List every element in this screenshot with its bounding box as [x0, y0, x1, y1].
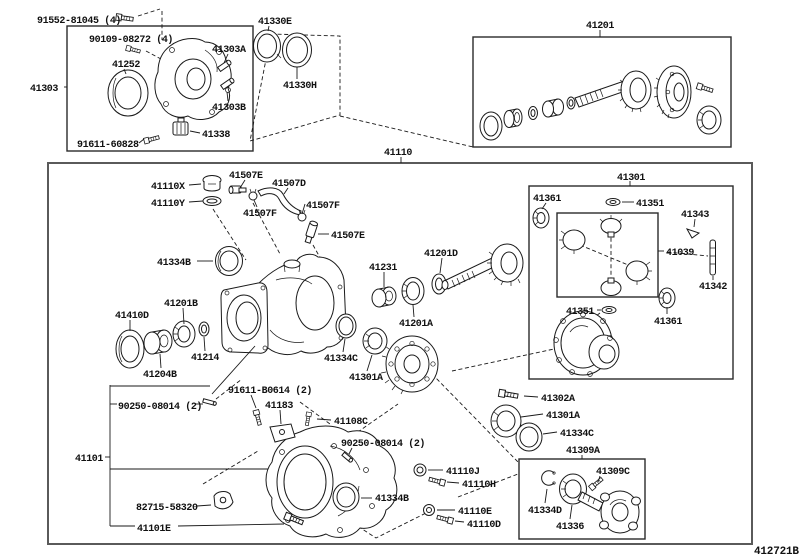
label-41309C: 41309C [596, 467, 630, 478]
label-41110E: 41110E [458, 507, 492, 518]
washer-41110E [424, 505, 435, 516]
label-91611-B0614: 91611-B0614 (2) [228, 386, 313, 397]
washer-41110J [414, 464, 426, 476]
label-41039: 41039 [666, 248, 695, 259]
pin-41342 [710, 240, 716, 275]
washer-41351-lower [602, 307, 616, 314]
washer-41361-lower [659, 288, 675, 308]
label-41201B: 41201B [164, 299, 198, 310]
washer-41214 [199, 322, 209, 336]
label-41343: 41343 [681, 210, 710, 221]
label-41110X: 41110X [151, 182, 185, 193]
label-41351-top: 41351 [636, 199, 665, 210]
breather-41338 [173, 118, 188, 135]
bolt-41110H [428, 476, 445, 486]
label-41183: 41183 [265, 401, 294, 412]
ring-41330H [283, 33, 312, 67]
bolt-91611-B0614 [253, 409, 262, 425]
ring-41334C-lower [516, 423, 542, 451]
label-41410D: 41410D [115, 311, 149, 322]
label-41302A: 41302A [541, 394, 575, 405]
pinion-kit-41201 [480, 66, 721, 140]
bearing-41201A [402, 278, 424, 305]
plug-41110X [203, 176, 221, 192]
label-41204B: 41204B [143, 370, 177, 381]
label-41330E: 41330E [258, 17, 292, 28]
label-41507E-right: 41507E [331, 231, 365, 242]
label-41309A: 41309A [566, 446, 600, 457]
label-41507D: 41507D [272, 179, 306, 190]
seal-41334B-upper [216, 247, 243, 276]
label-41110: 41110 [384, 148, 413, 159]
label-41330H: 41330H [283, 81, 317, 92]
label-41110Y: 41110Y [151, 199, 185, 210]
bracket-82715 [214, 492, 233, 509]
stub-shaft-flange [578, 491, 641, 533]
label-41301A-lower: 41301A [546, 411, 580, 422]
label-90250-left: 90250-08014 (2) [118, 402, 203, 413]
label-90250-center: 90250-08014 (2) [341, 439, 426, 450]
label-41101E: 41101E [137, 524, 171, 535]
label-41201: 41201 [586, 21, 615, 32]
bolt-41309C [589, 477, 604, 491]
bolt-41110D [436, 514, 453, 524]
label-41351-lower: 41351 [566, 307, 595, 318]
label-91611-60828: 91611-60828 [77, 140, 139, 151]
label-41201D: 41201D [424, 249, 458, 260]
label-41361-top: 41361 [533, 194, 562, 205]
seal-41252 [108, 70, 148, 116]
label-41252: 41252 [112, 60, 141, 71]
label-82715-58320: 82715-58320 [136, 503, 198, 514]
label-41110H: 41110H [462, 480, 496, 491]
seal-41334C-mid [336, 314, 356, 338]
label-41201A: 41201A [399, 319, 433, 330]
label-41214: 41214 [191, 353, 220, 364]
bolt-90109 [126, 45, 141, 54]
label-41334C-mid: 41334C [324, 354, 358, 365]
bolt-41302A [498, 389, 518, 399]
label-41303A: 41303A [212, 45, 246, 56]
label-41507F-left: 41507F [243, 209, 277, 220]
label-41507F-right: 41507F [306, 201, 340, 212]
washer-41361-top [533, 208, 549, 228]
wedge-41343 [687, 229, 699, 238]
label-41231: 41231 [369, 263, 398, 274]
label-41301: 41301 [617, 173, 646, 184]
bushing-41231 [372, 287, 396, 307]
label-41334B-lower: 41334B [375, 494, 409, 505]
seal-41334B-lower [333, 483, 359, 511]
label-41110D: 41110D [467, 520, 501, 531]
figure-code: 412721B [754, 546, 799, 558]
washer-41351-top [606, 199, 620, 206]
label-41303: 41303 [30, 84, 59, 95]
plug-41108C [304, 412, 311, 426]
label-41334D: 41334D [528, 506, 562, 517]
bolt-91611-60828 [143, 134, 159, 143]
gasket-41110Y [203, 197, 221, 206]
label-41507E-top: 41507E [229, 171, 263, 182]
ring-41330E [254, 30, 282, 62]
union-41507E-top [229, 186, 246, 194]
label-90109-08272: 90109-08272 (4) [89, 35, 174, 46]
label-41108C: 41108C [334, 417, 368, 428]
pin-90250-left [203, 399, 217, 406]
bearing-41201B [173, 321, 195, 347]
snap-ring-41334D [542, 471, 556, 485]
label-91552-81045: 91552-81045 (4) [37, 16, 122, 27]
differential-case [554, 311, 619, 376]
clamp-41507F-left [249, 189, 257, 200]
label-41301A-mid: 41301A [349, 373, 383, 384]
union-41507E-right [304, 220, 318, 243]
spacer-41204B [144, 330, 172, 354]
label-41336: 41336 [556, 522, 585, 533]
label-41342: 41342 [699, 282, 728, 293]
ring-gear-mid [381, 336, 438, 394]
clamp-41507F-right [298, 210, 306, 221]
label-41334B-upper: 41334B [157, 258, 191, 269]
label-41303B: 41303B [212, 103, 246, 114]
bearing-41301A-mid [363, 328, 387, 354]
label-41334C-lower: 41334C [560, 429, 594, 440]
seal-41410D [116, 330, 144, 368]
label-41101: 41101 [75, 454, 104, 465]
label-41338: 41338 [202, 130, 231, 141]
label-41361-lower: 41361 [654, 317, 683, 328]
label-41110J: 41110J [446, 467, 480, 478]
